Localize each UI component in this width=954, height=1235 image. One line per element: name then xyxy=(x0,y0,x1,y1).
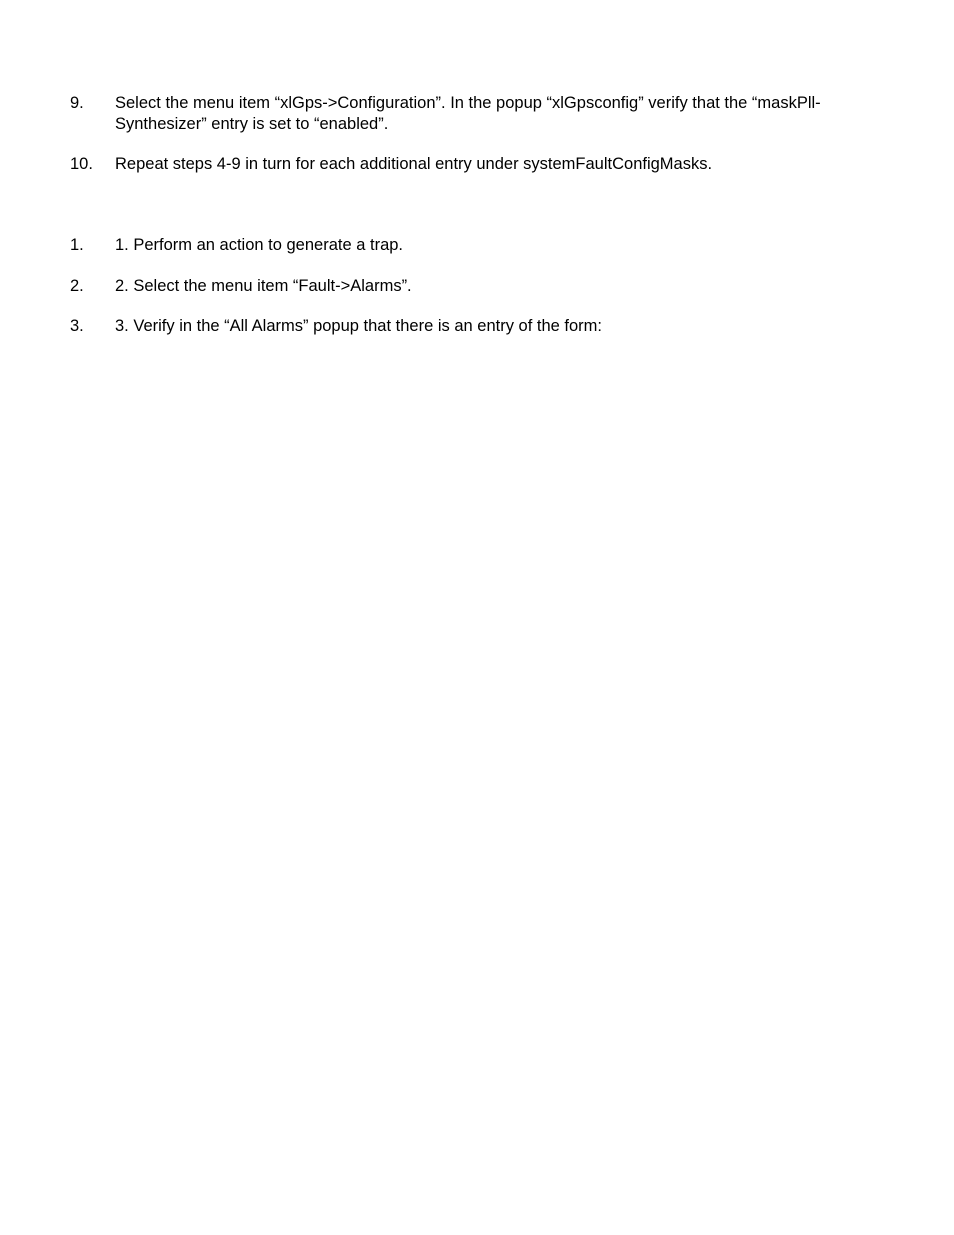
list-item-text: Select the menu item “xlGps->Configuration”. In the popup “xlGpsconfig” verify that the “maskPll-Synthesizer” entry is set to “enabled”. xyxy=(115,94,821,133)
procedure-list-trap xyxy=(70,235,870,357)
list-item xyxy=(70,93,870,134)
list-item xyxy=(70,154,870,175)
list-item-text: Repeat steps 4-9 in turn for each additional entry under systemFaultConfigMasks. xyxy=(115,155,713,173)
list-item xyxy=(70,235,870,256)
list-item-number: 3. xyxy=(70,317,84,335)
list-item-text: 1. Perform an action to generate a trap. xyxy=(115,236,404,254)
list-item-text: 2. Select the menu item “Fault->Alarms”. xyxy=(115,276,412,295)
list-item-number: 10. xyxy=(70,155,93,173)
procedure-list-continued xyxy=(70,93,870,195)
list-item-number: 2. xyxy=(70,276,84,295)
list-item xyxy=(70,316,870,337)
list-item-text: 3. Verify in the “All Alarms” popup that there is an entry of the form: xyxy=(115,317,602,335)
list-item-number: 1. xyxy=(70,236,84,254)
list-item-number: 9. xyxy=(70,94,84,112)
list-item xyxy=(70,276,870,297)
